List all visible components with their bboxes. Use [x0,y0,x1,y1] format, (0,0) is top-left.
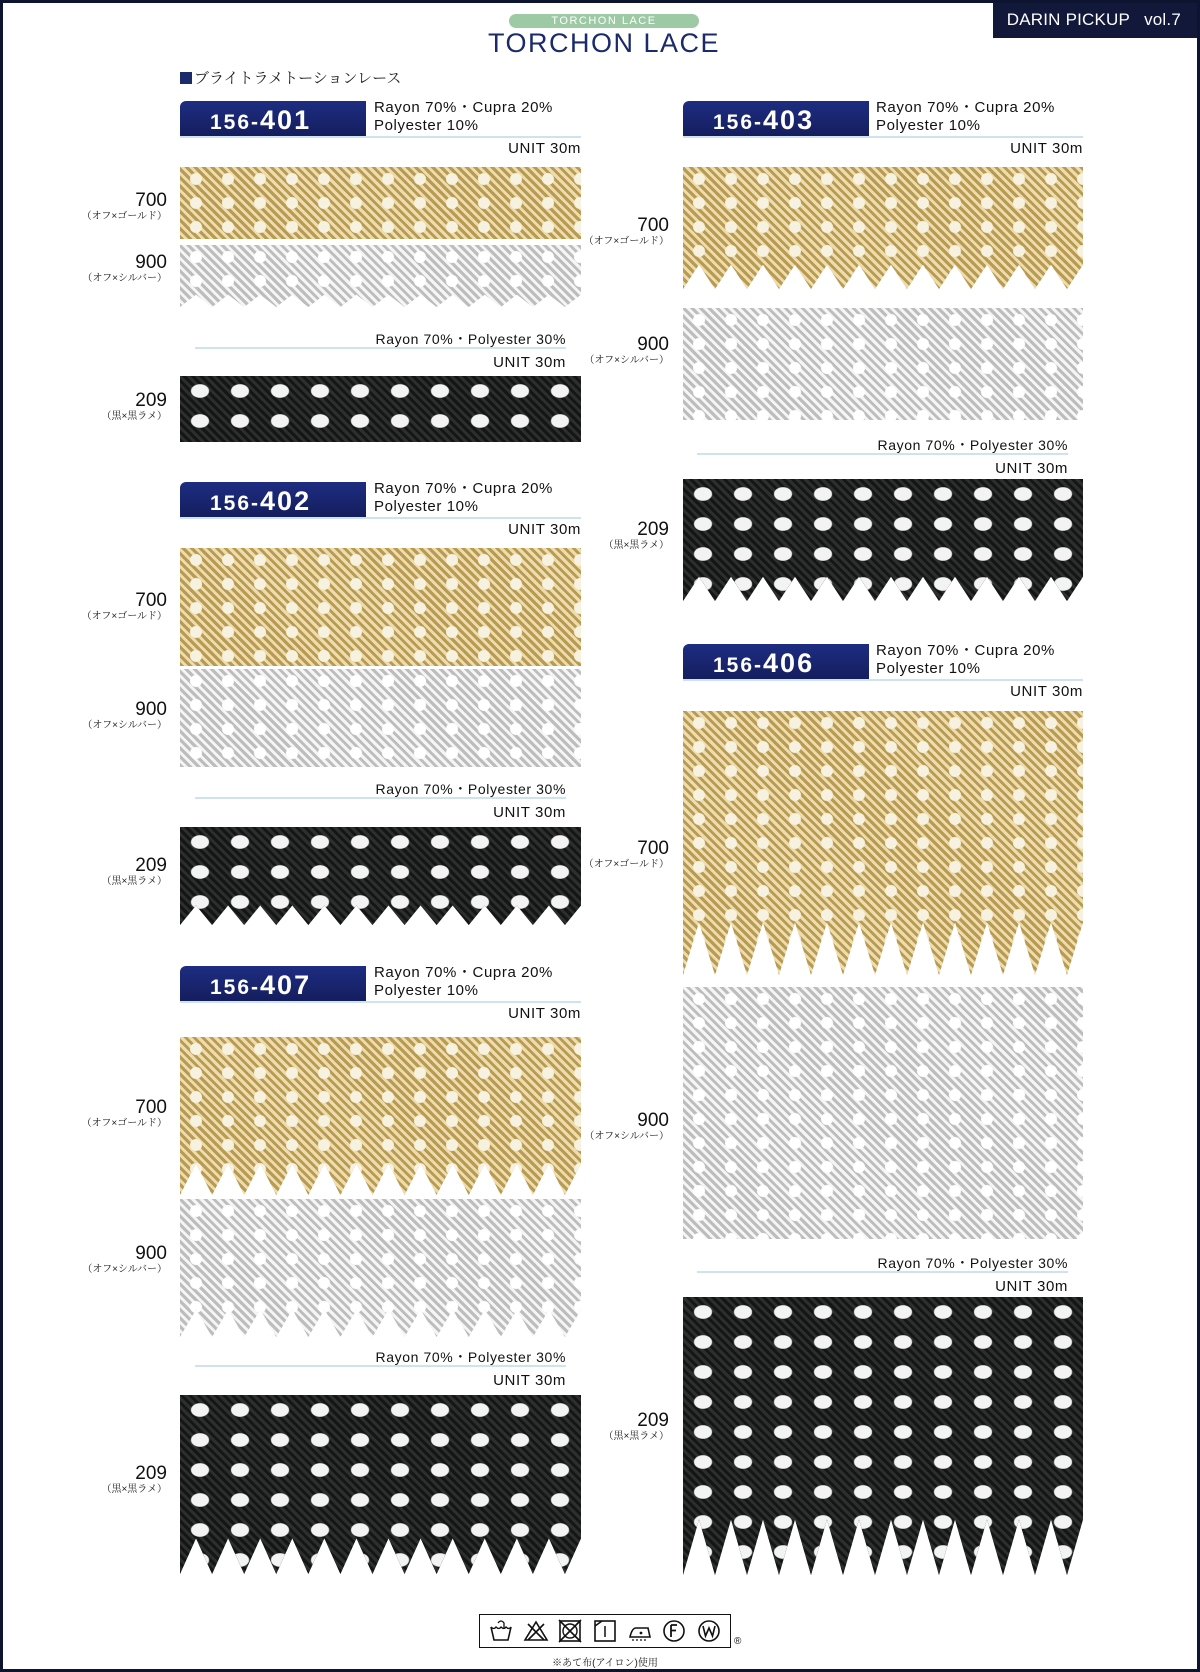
lace-swatch-silver [180,245,581,307]
category-pill: TORCHON LACE [509,14,699,28]
registered-mark: ® [734,1636,742,1647]
divider [195,347,566,349]
lace-swatch-silver [180,669,581,767]
iron-low-icon [627,1618,653,1644]
black-unit-401: UNIT 30m [493,354,566,371]
divider [180,136,581,138]
lace-swatch-gold [683,167,1083,289]
black-composition-401: Rayon 70%・Polyester 30% [375,331,566,347]
no-tumble-dry-icon [557,1618,583,1644]
color-label-700: 700 （オフ×ゴールド） [81,1097,167,1129]
page-title: TORCHON LACE [487,28,721,58]
color-label-209: 209 （黒×黒ラメ） [101,390,167,422]
color-label-700: 700 （オフ×ゴールド） [81,590,167,622]
divider [180,1001,581,1003]
composition-406: Rayon 70%・Cupra 20% Polyester 10% [876,642,1055,677]
lace-swatch-silver [683,308,1083,420]
lace-swatch-black [683,479,1083,601]
color-label-209: 209 （黒×黒ラメ） [101,1463,167,1495]
composition-407: Rayon 70%・Cupra 20% Polyester 10% [374,964,553,999]
black-composition-402: Rayon 70%・Polyester 30% [375,781,566,797]
product-number-406: 156-406 [683,644,869,680]
color-label-209: 209 （黒×黒ラメ） [603,1410,669,1442]
lace-swatch-gold [180,548,581,666]
lace-swatch-gold [180,167,581,239]
color-label-209: 209 （黒×黒ラメ） [603,519,669,551]
color-label-700: 700 （オフ×ゴールド） [81,190,167,222]
color-label-700: 700 （オフ×ゴールド） [583,838,669,870]
unit-402: UNIT 30m [508,521,581,538]
square-bullet-icon [180,72,192,84]
black-unit-402: UNIT 30m [493,804,566,821]
brand-name: DARIN PICKUP [1006,10,1131,29]
brand-banner [993,3,1197,38]
color-label-900: 900 （オフ×シルバー） [82,1243,167,1275]
composition-402: Rayon 70%・Cupra 20% Polyester 10% [374,480,553,515]
unit-401: UNIT 30m [508,140,581,157]
product-number-402: 156-402 [180,482,366,518]
subtitle-text: ブライトラメトーションレース [194,70,402,87]
lace-swatch-gold [683,711,1083,975]
lace-swatch-silver [683,987,1083,1239]
lace-swatch-gold [180,1037,581,1195]
no-bleach-icon [523,1618,549,1644]
composition-403: Rayon 70%・Cupra 20% Polyester 10% [876,99,1055,134]
volume-label: vol.7 [1144,10,1181,29]
dry-clean-f-icon [661,1618,687,1644]
wet-clean-w-icon [696,1618,722,1644]
lace-swatch-silver [180,1199,581,1337]
lace-swatch-black [180,1395,581,1574]
divider [195,797,566,799]
color-label-900: 900 （オフ×シルバー） [584,334,669,366]
color-label-900: 900 （オフ×シルバー） [584,1110,669,1142]
unit-403: UNIT 30m [1010,140,1083,157]
unit-406: UNIT 30m [1010,683,1083,700]
divider [683,679,1083,681]
color-label-700: 700 （オフ×ゴールド） [583,215,669,247]
divider [697,1271,1068,1273]
black-unit-403: UNIT 30m [995,460,1068,477]
composition-401: Rayon 70%・Cupra 20% Polyester 10% [374,99,553,134]
black-composition-403: Rayon 70%・Polyester 30% [877,437,1068,453]
lace-swatch-black [683,1297,1083,1575]
divider [697,453,1068,455]
product-number-401: 156-401 [180,101,366,137]
care-note: ※あて布(アイロン)使用 [552,1658,658,1669]
unit-407: UNIT 30m [508,1005,581,1022]
divider [195,1365,566,1367]
divider [180,517,581,519]
lace-swatch-black [180,827,581,925]
black-unit-406: UNIT 30m [995,1278,1068,1295]
care-symbols [479,1614,731,1648]
product-number-403: 156-403 [683,101,869,137]
black-unit-407: UNIT 30m [493,1372,566,1389]
black-composition-407: Rayon 70%・Polyester 30% [375,1349,566,1365]
hand-wash-icon [488,1618,514,1644]
line-dry-icon [592,1618,618,1644]
color-label-900: 900 （オフ×シルバー） [82,252,167,284]
lace-swatch-black [180,376,581,442]
black-composition-406: Rayon 70%・Polyester 30% [877,1255,1068,1271]
color-label-209: 209 （黒×黒ラメ） [101,855,167,887]
divider [683,136,1083,138]
color-label-900: 900 （オフ×シルバー） [82,699,167,731]
product-number-407: 156-407 [180,966,366,1002]
page-subtitle [180,67,401,88]
